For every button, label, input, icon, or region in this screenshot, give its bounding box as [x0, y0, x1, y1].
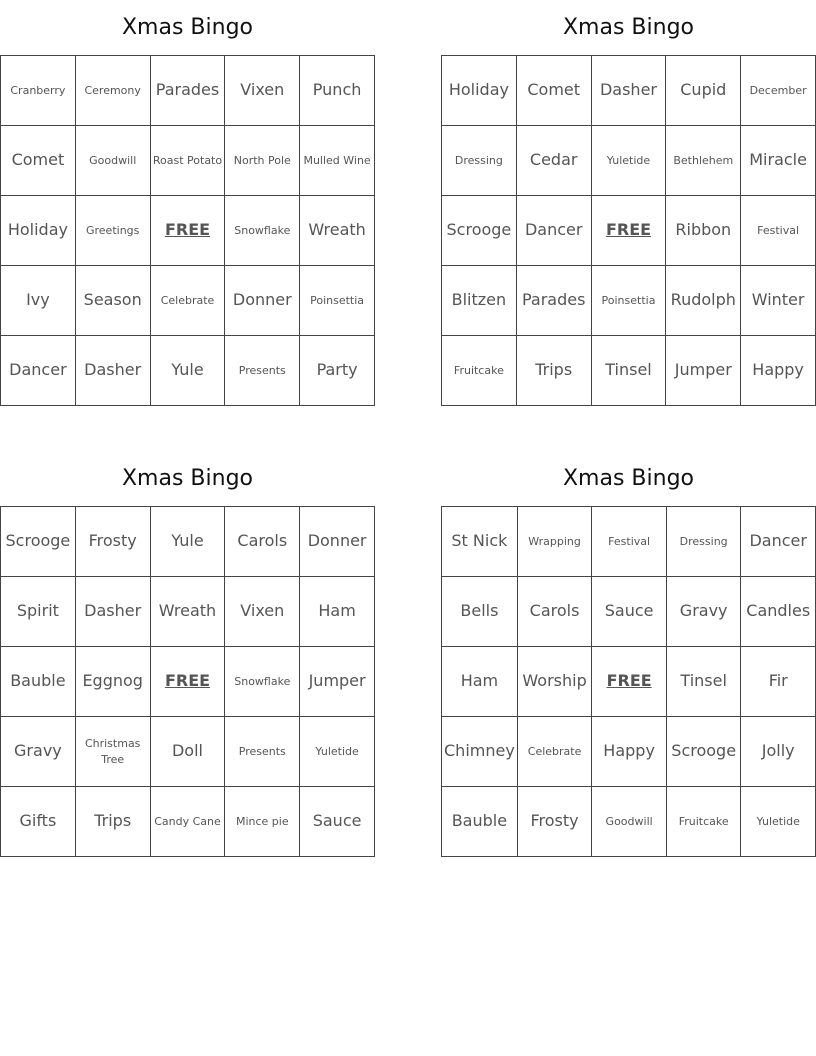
bingo-cell: Yuletide [592, 126, 667, 196]
bingo-cell: Fir [741, 647, 816, 717]
bingo-cell: Ceremony [76, 56, 151, 126]
bingo-cell: Snowflake [225, 647, 300, 717]
bingo-cell: Bauble [1, 647, 76, 717]
bingo-cell: Trips [517, 336, 592, 406]
bingo-cell: Jumper [300, 647, 375, 717]
bingo-cell: Yule [151, 507, 226, 577]
bingo-grid [441, 55, 816, 406]
bingo-cell: Jumper [666, 336, 741, 406]
bingo-cell: Donner [225, 266, 300, 336]
bingo-cell: Frosty [76, 507, 151, 577]
bingo-cell: Eggnog [76, 647, 151, 717]
bingo-cell: Scrooge [667, 717, 742, 787]
bingo-cell: Celebrate [518, 717, 593, 787]
bingo-cell: Ribbon [666, 196, 741, 266]
bingo-cell: Goodwill [592, 787, 667, 857]
bingo-cell: Bells [442, 577, 518, 647]
bingo-cell: Festival [592, 507, 667, 577]
bingo-cell: Festival [741, 196, 816, 266]
bingo-cell: Sauce [300, 787, 375, 857]
bingo-cell: Sauce [592, 577, 667, 647]
bingo-cell: Yule [151, 336, 226, 406]
bingo-cell: Punch [300, 56, 375, 126]
bingo-cell: Carols [225, 507, 300, 577]
bingo-cell: Wreath [300, 196, 375, 266]
bingo-cell: Happy [741, 336, 816, 406]
free-space-cell: FREE [151, 196, 226, 266]
card-title: Xmas Bingo [121, 15, 253, 40]
bingo-cell: Vixen [225, 577, 300, 647]
bingo-cell: Fruitcake [667, 787, 742, 857]
bingo-cell: Cedar [517, 126, 592, 196]
bingo-cell: Dressing [667, 507, 742, 577]
bingo-cell: Yuletide [741, 787, 816, 857]
bingo-cell: Dasher [76, 577, 151, 647]
bingo-cell: Dancer [741, 507, 816, 577]
bingo-cell: Tinsel [667, 647, 742, 717]
bingo-cell: Cranberry [1, 56, 76, 126]
bingo-cell: December [741, 56, 816, 126]
bingo-cell: Scrooge [1, 507, 76, 577]
bingo-cell: Spirit [1, 577, 76, 647]
bingo-cell: Miracle [741, 126, 816, 196]
bingo-cell: Dasher [76, 336, 151, 406]
bingo-cell: Gravy [1, 717, 76, 787]
bingo-cell: Cupid [666, 56, 741, 126]
free-space-cell: FREE [151, 647, 226, 717]
bingo-cell: Dasher [592, 56, 667, 126]
bingo-cell: Candles [741, 577, 816, 647]
bingo-cell: Doll [151, 717, 226, 787]
bingo-cell: Parades [151, 56, 226, 126]
bingo-cell: Bauble [442, 787, 518, 857]
card-title: Xmas Bingo [562, 15, 694, 40]
bingo-cell: Roast Potato [151, 126, 226, 196]
bingo-cell: Ham [300, 577, 375, 647]
bingo-cell: Gifts [1, 787, 76, 857]
bingo-cell: Wrapping [518, 507, 593, 577]
bingo-grid [0, 55, 375, 406]
bingo-cell: Goodwill [76, 126, 151, 196]
bingo-cell: Jolly [741, 717, 816, 787]
bingo-cell: Mince pie [225, 787, 300, 857]
bingo-cell: Christmas Tree [76, 717, 151, 787]
bingo-cell: Presents [225, 336, 300, 406]
bingo-cell: Greetings [76, 196, 151, 266]
bingo-cell: Happy [592, 717, 667, 787]
bingo-cell: Fruitcake [442, 336, 517, 406]
bingo-cell: North Pole [225, 126, 300, 196]
free-space-cell: FREE [592, 647, 667, 717]
bingo-cell: Scrooge [442, 196, 517, 266]
bingo-cell: Donner [300, 507, 375, 577]
bingo-grid [0, 506, 375, 857]
bingo-cell: Dressing [442, 126, 517, 196]
bingo-cell: Poinsettia [300, 266, 375, 336]
bingo-cell: Presents [225, 717, 300, 787]
bingo-cell: Parades [517, 266, 592, 336]
bingo-cell: Poinsettia [592, 266, 667, 336]
bingo-cell: Celebrate [151, 266, 226, 336]
bingo-cell: Carols [518, 577, 593, 647]
bingo-cell: Rudolph [666, 266, 741, 336]
bingo-cell: Wreath [151, 577, 226, 647]
bingo-cell: Winter [741, 266, 816, 336]
card-title: Xmas Bingo [121, 466, 253, 491]
bingo-cell: Blitzen [442, 266, 517, 336]
bingo-cell: Holiday [1, 196, 76, 266]
bingo-grid [441, 506, 816, 857]
bingo-cell: Dancer [1, 336, 76, 406]
bingo-cell: Ivy [1, 266, 76, 336]
bingo-cell: Gravy [667, 577, 742, 647]
bingo-cell: Candy Cane [151, 787, 226, 857]
bingo-cell: Snowflake [225, 196, 300, 266]
bingo-cell: Comet [517, 56, 592, 126]
bingo-cell: Yuletide [300, 717, 375, 787]
bingo-cell: Mulled Wine [300, 126, 375, 196]
card-title: Xmas Bingo [562, 466, 694, 491]
bingo-cell: Ham [442, 647, 518, 717]
bingo-cell: Party [300, 336, 375, 406]
bingo-cell: Trips [76, 787, 151, 857]
bingo-cell: Dancer [517, 196, 592, 266]
free-space-cell: FREE [592, 196, 667, 266]
bingo-cell: Comet [1, 126, 76, 196]
bingo-cell: Worship [518, 647, 593, 717]
bingo-cell: Frosty [518, 787, 593, 857]
bingo-cell: Tinsel [592, 336, 667, 406]
bingo-cell: Season [76, 266, 151, 336]
bingo-cell: Vixen [225, 56, 300, 126]
bingo-cell: Bethlehem [666, 126, 741, 196]
bingo-cell: St Nick [442, 507, 518, 577]
bingo-cell: Holiday [442, 56, 517, 126]
bingo-cell: Chimney [442, 717, 518, 787]
